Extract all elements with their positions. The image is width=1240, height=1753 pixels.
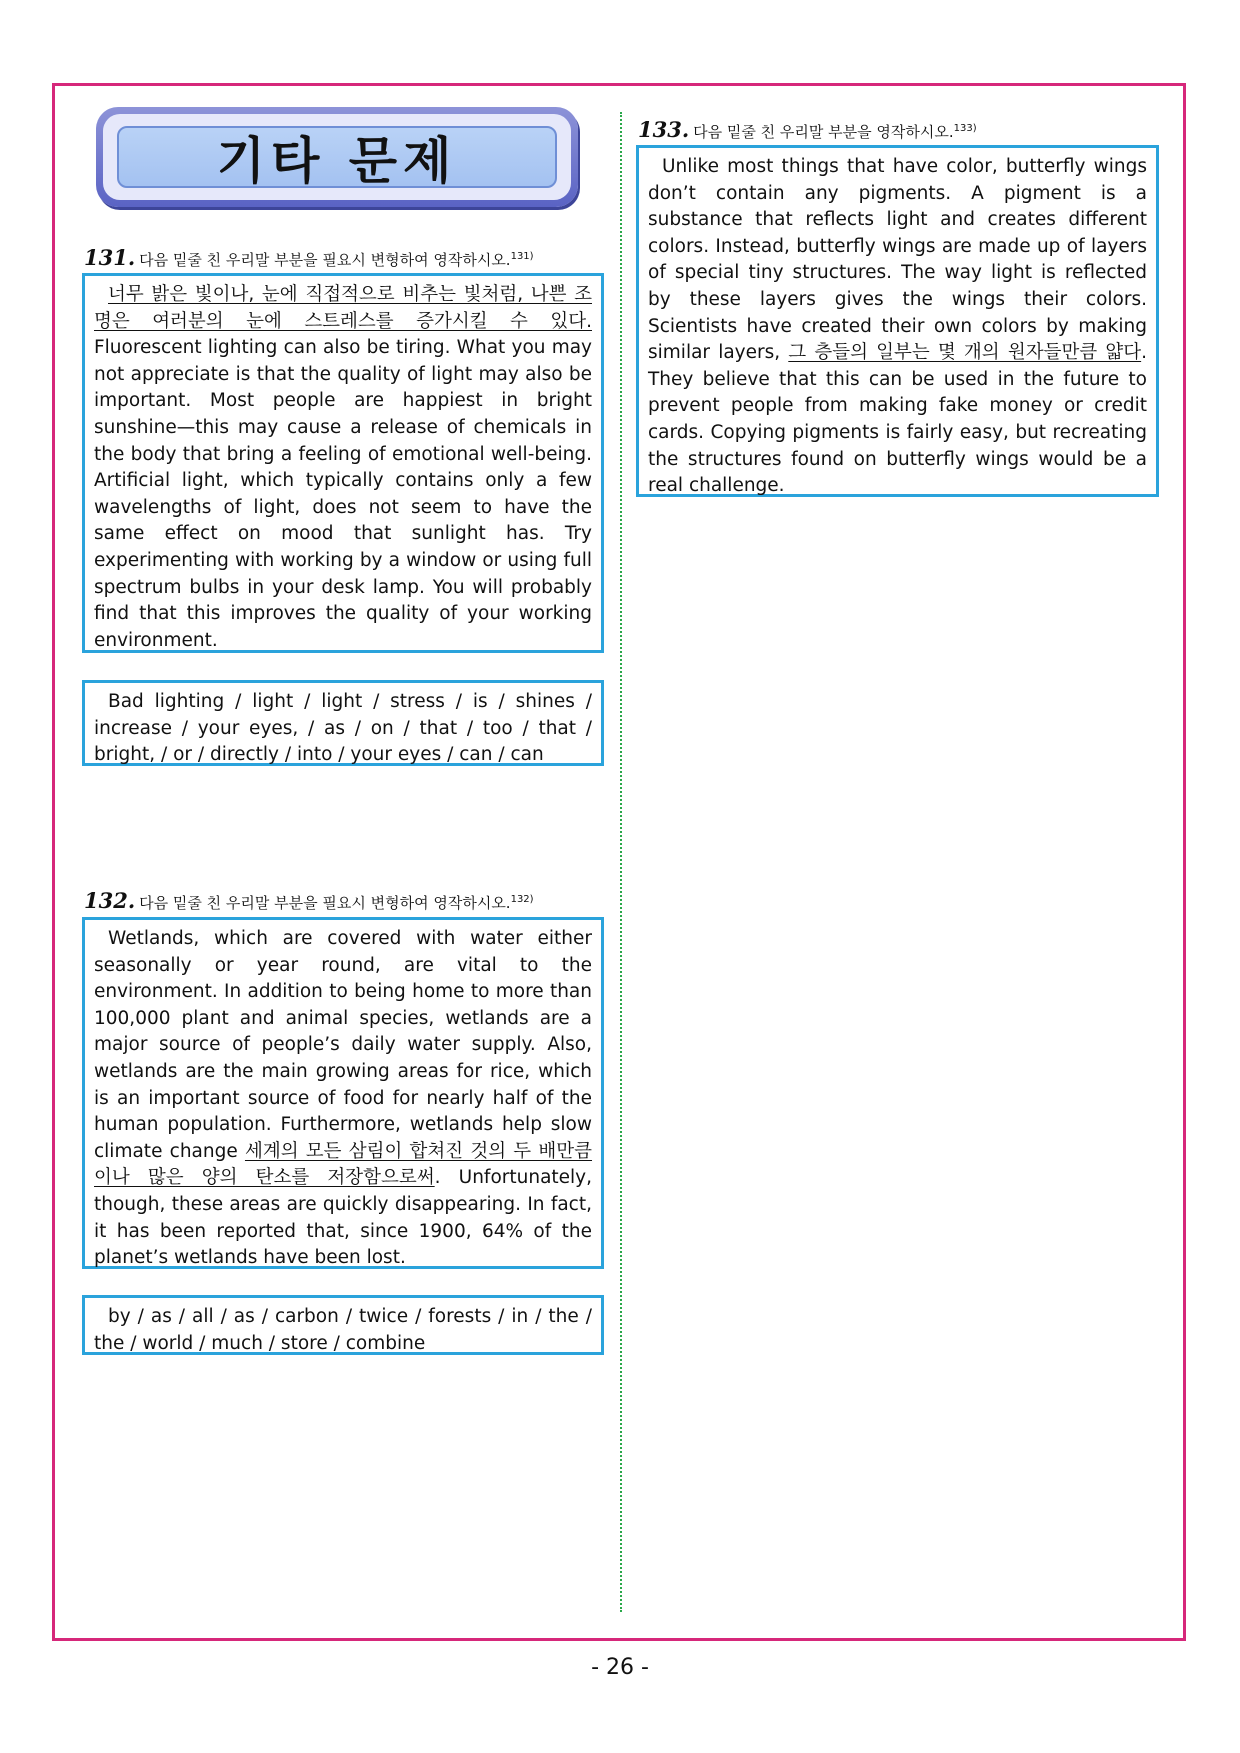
- question-133-header: [638, 117, 977, 142]
- question-133-number: 133.: [638, 117, 690, 142]
- page-number: - 26 -: [591, 1655, 649, 1680]
- question-133-passage: [648, 154, 1147, 500]
- title-banner-border: [103, 114, 571, 200]
- question-132-passage: [94, 926, 592, 1272]
- question-131-passage-text: Fluorescent lighting can also be tiring. What you may not appreciate is that the quality of light may also be important. Most people are happiest in bright sunshine—this may cause a release of chemicals in the body that bring a feeling of emotional well-being. Artificial light, which typically contains only a few wavelengths of light, does not seem to have the same effect on mood that sunlight has. Try experimenting with working by a window or using full spectrum bulbs in your desk lamp. You will probably find that this improves the quality of your working environment.: [94, 337, 592, 651]
- question-132-number: 132.: [84, 888, 136, 913]
- question-131-word-bank-text: Bad lighting / light / light / stress / is / shines / increase / your eyes, / as / on / that / too / that / bright, / or / directly / into / your eyes / can / can: [94, 691, 592, 766]
- question-133-ref: 133): [953, 123, 977, 134]
- question-132-passage-text-before: Wetlands, which are covered with water either seasonally or year round, are vital to the environment. In addition to being home to more than 100,000 plant and animal species, wetlands are a major source of people’s daily water supply. Also, wetlands are the main growing areas for rice, which is an important source of food for nearly half of the human population. Furthermore, wetlands help slow climate change: [94, 928, 592, 1162]
- question-132-passage-text-after: . Unfortunately, though, these areas are quickly disappearing. In fact, it has been reported that, since 1900, 64% of the planet’s wetlands have been lost.: [94, 1167, 593, 1269]
- question-133-passage-box: [636, 145, 1159, 497]
- question-132-underlined-text: 세계의 모든 삼림이 합쳐진 것의 두 배만큼이나 많은 양의 탄소를 저장함으로써: [94, 1140, 593, 1189]
- question-132-header: [84, 888, 534, 913]
- title-banner: [96, 107, 578, 207]
- question-131-instruction: 다음 밑줄 친 우리말 부분을 필요시 변형하여 영작하시오.: [139, 251, 511, 269]
- question-131-underlined-text: 너무 밝은 빛이나, 눈에 직접적으로 비추는 빛처럼, 나쁜 조명은 여러분의 눈에 스트레스를 증가시킬 수 있다.: [94, 284, 592, 332]
- question-132-ref: 132): [510, 894, 534, 905]
- question-132-instruction: 다음 밑줄 친 우리말 부분을 필요시 변형하여 영작하시오.: [139, 894, 511, 912]
- column-divider: [620, 112, 622, 1612]
- question-133-passage-text-after: . They believe that this can be used in the future to prevent people from making fake money or credit cards. Copying pigments is fairly easy, but recreating the structures found on butterfly wings would be a real challenge.: [648, 342, 1148, 497]
- question-131-header: [84, 245, 534, 270]
- question-133-passage-text-before: Unlike most things that have color, butterfly wings don’t contain any pigments. A pigment is a substance that reflects light and creates different colors. Instead, butterfly wings are made up of layers of special tiny structures. The way light is reflected by these layers gives the wings their colors. Scientists have created their own colors by making similar layers,: [648, 156, 1147, 364]
- question-131-word-bank: [82, 680, 604, 766]
- question-132-word-bank: [82, 1295, 604, 1355]
- question-132-word-bank-text: by / as / all / as / carbon / twice / forests / in / the / the / world / much / store / combine: [94, 1306, 592, 1354]
- question-132-passage-box: [82, 917, 604, 1269]
- question-131-passage: [94, 282, 592, 654]
- question-131-passage-box: [82, 273, 604, 653]
- question-133-underlined-text: 그 층들의 일부는 몇 개의 원자들만큼 얇다: [788, 342, 1142, 364]
- title-banner-inner: [117, 126, 557, 188]
- question-131-ref: 131): [510, 251, 534, 262]
- page-title: 기타 문제: [216, 132, 458, 190]
- question-133-instruction: 다음 밑줄 친 우리말 부분을 영작하시오.: [693, 123, 954, 141]
- question-131-number: 131.: [84, 245, 136, 270]
